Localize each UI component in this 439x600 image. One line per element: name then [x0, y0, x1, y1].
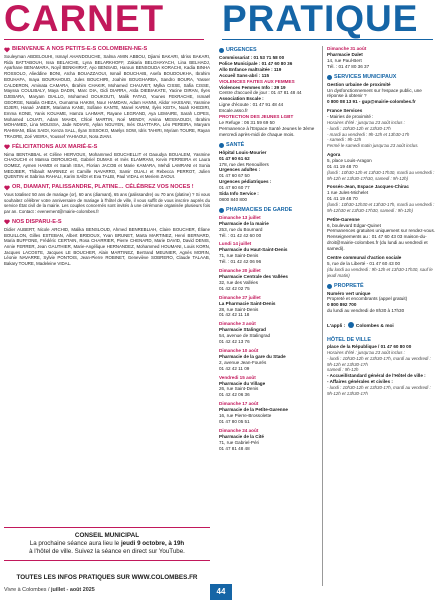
pharmacy-entry	[219, 348, 319, 372]
pharmacy-address: 54, avenue de Stalingrad	[219, 333, 271, 339]
pharmacy-date: Dimanche 3 août	[219, 321, 256, 327]
heart-icon	[4, 47, 10, 53]
proprete-title: PROPRETÉ	[334, 282, 364, 289]
hotel-hours: samedi : 9h-12h	[327, 367, 359, 373]
pharmacy-name: Pharmacie de la gare du Stade	[219, 353, 286, 359]
proprete-sub: Numéro vert unique	[327, 290, 371, 296]
section-heading	[4, 144, 210, 151]
pharmacy-date: Dimanche 31 août	[327, 46, 367, 51]
urgences-line: Violences Femmes Info : 39 19	[219, 84, 286, 90]
hotel-accueil: - Accueil/standard général de l'Hôtel de ville :	[327, 373, 426, 379]
urgences-line: Permanence à l'Espace Santé Jeunes le 3ème mercredi après-midi de chaque mois.	[219, 125, 315, 137]
page-footer	[0, 584, 439, 600]
section-noces	[4, 184, 210, 215]
petite-garenne-title: Petite-Garenne	[327, 216, 360, 222]
fosses-title: Fossés-Jean, Espace Jacques-Chirac	[327, 184, 409, 190]
section-title: NOS DISPARU-E-S	[12, 218, 62, 225]
conseil-info: à l'hôtel de ville. Suivez la séance en direct sur YouTube.	[29, 548, 185, 555]
agora-address: 5, place Louis-Aragon	[327, 157, 372, 163]
gestion-phone: 0 800 08 13 91 - gup@mairie-colombes.fr	[327, 99, 416, 105]
sante-line: 178, rue des Renouillers	[219, 161, 269, 167]
conseil-date: jeudi 9 octobre, à 19h	[120, 540, 185, 547]
pharmacy-name: Pharmacie Dalet	[327, 51, 363, 57]
section-disparus	[4, 219, 210, 267]
app-logo-icon	[348, 322, 354, 328]
bullet-icon	[219, 48, 224, 53]
hotel-address: place de la République / 01 47 60 80 00	[327, 344, 412, 350]
pharmacy-entry	[219, 295, 319, 319]
pharmacy-date: Dimanche 27 juillet	[219, 294, 261, 300]
pharmacies-title: PHARMACIES DE GARDE	[226, 206, 293, 213]
section-heading	[4, 46, 210, 53]
pharmacy-date: Dimanche 13 juillet	[219, 214, 261, 220]
conseil-rule	[4, 560, 210, 561]
section-bienvenue	[4, 46, 210, 140]
france-hours: Fermé le samedi matin jusqu'au 23 août inclus.	[327, 143, 419, 149]
pharmacy-address: 71, rue Saint-Denis	[219, 253, 259, 259]
pharmacy-phone: Tél. : 01 42 42 60 00	[219, 232, 262, 238]
petite-garenne-text: Permanences gratuites uniquement sur rendez-vous. Renseignements au : 01 47 60 43 03 maison-du-droit@mairie-colombes.fr (du lundi au vendredi et samedi).	[327, 228, 435, 252]
pratique-header-rule	[222, 39, 433, 40]
urgences-line: Association Escale :	[219, 96, 264, 102]
proprete-heading	[327, 283, 435, 290]
deaths-list: Didier AUBERT, Nicole ARCHID, Malika BENSLOUD, Ahmed BENREBLIAH, Claire BOUCHER, Éliane BOUILLON, Gilles ESTEBAN, Albert BRIDOUX, Yvan BRUNET, Marta MARTINEZ, Henri BERNARD, Maria BUFFONE, Frédéric CERTAIN, Rosa CHARRIER, Pierre CHENARD, Marie DAVID, David DENIS, Annie FERRER, Jean GAUTHIER, Marie-Angélique HERNANDEZ, Mohammed HOUMANI, Louis KORN, Jacques LACOSTE, Jacques LE BOUCHER, Alain MARTINEZ, Bertrand MEUNIER, Agnès MORIN, Léonie NAVARRE, Sylvie PONTOIS, Jean-Pierre ROBINET, Geneviève SOBRERO, Claude TALAAB, Bakary TOURE, Madeleine VIDAL.	[4, 226, 210, 267]
services-heading	[327, 74, 435, 81]
app-label: L'appli :	[327, 324, 346, 330]
sante-line: Urgences pédiatriques :	[219, 179, 272, 185]
pratique-column-2	[327, 46, 435, 586]
pharmacy-phone: 01 47 80 05 51	[219, 418, 250, 424]
ccas-text: 5, rue de la Liberté - 01 47 60 43 00	[327, 261, 401, 267]
bullet-icon	[327, 284, 332, 289]
urgences-line: Escale.asso.fr	[219, 108, 248, 114]
bullet-icon	[219, 208, 224, 213]
section-heading	[4, 184, 210, 191]
urgences-line: Allo Enfance maltraitée : 119	[219, 66, 282, 72]
pharmacy-phone: 01 42 42 11 18	[219, 312, 250, 318]
pharmacies-heading	[219, 207, 319, 214]
urgences-subheading: VIOLENCES FAITES AUX FEMMES	[219, 78, 295, 84]
urgences-line: Centre d'accueil de jour : 01 47 81 48 44	[219, 90, 302, 96]
footer-issue: juillet - août 2025	[50, 587, 95, 593]
pharmacy-phone: 01 42 42 02 75	[219, 285, 250, 291]
urgences-subheading: PROTECTION DES JEUNES LGBT	[219, 114, 294, 120]
pharmacy-address: 253, rue du Bournard	[219, 226, 263, 232]
conseil-municipal-box	[4, 527, 210, 575]
pharmacy-phone: Tél. : 01 47 80 36 37	[327, 63, 370, 69]
pharmacy-name: Pharmacie de la Petite-Garenne	[219, 407, 288, 413]
heart-icon	[4, 219, 10, 225]
app-name: Colombes & moi	[355, 324, 394, 330]
pharmacy-phone: 01 42 42 11 09	[219, 365, 250, 371]
urgences-line: Police Municipale : 01 47 60 80 36	[219, 60, 293, 66]
urgences-title: URGENCES	[226, 47, 257, 53]
pharmacy-entry	[219, 215, 319, 239]
sante-heading	[219, 142, 319, 149]
pharmacy-entry	[219, 375, 319, 399]
section-heading	[4, 219, 210, 226]
section-title: OR, DIAMANT, PALISSANDRE, PLATINE… CÉLÉBREZ VOS NOCES !	[12, 184, 194, 191]
sante-line: 01 47 60 61 62	[219, 155, 250, 161]
pharmacy-address: 26, rue Saint-Denis	[219, 386, 259, 392]
hotel-hours: - lundi : 10h30-12h et 13h30-17h, mardi au vendredi : 9h-12h et 13h30-17h	[327, 355, 431, 367]
pharmacy-entry	[219, 428, 319, 452]
carnet-column	[4, 46, 210, 526]
app-badge[interactable]	[327, 322, 394, 329]
bullet-icon	[327, 75, 332, 80]
sante-line: 01 47 60 67 50	[219, 173, 250, 179]
pharmacy-entry	[219, 321, 319, 345]
fosses-hours: (lundi : 10h30-12h30 et 13h30-17h, mardi au vendredi : 9h-12h30 et 13h30-17h30, samedi : 9h-12h)	[327, 202, 435, 213]
bullet-icon	[219, 143, 224, 148]
pharmacy-date: Dimanche 10 août	[219, 347, 259, 353]
pharmacy-entry	[327, 46, 435, 70]
pharmacy-phone: 01 42 42 13 76	[219, 339, 250, 345]
ccas-hours: (du lundi au vendredi : 9h-12h et 13h30-17h30, sauf le jeudi matin)	[327, 266, 433, 278]
pharmacy-name: Pharmacie de la Cité	[219, 433, 264, 439]
pharmacy-address: 14, rue Paul-Bert	[327, 57, 362, 63]
pharmacy-entry	[219, 268, 319, 292]
pratique-header	[218, 0, 439, 44]
pharmacy-address: 16, rue Pierre-Brossolette	[219, 413, 272, 419]
carnet-header-rule	[4, 39, 204, 40]
sante-title: SANTÉ	[226, 141, 245, 148]
pharmacy-name: Pharmacie du Haut-Saint-Denis	[219, 247, 288, 253]
france-services-title: France Services	[327, 108, 363, 114]
proprete-hours: du lundi au vendredi de 8h30 à 17h30	[327, 308, 405, 314]
agora-phone: 01 41 19 48 70	[327, 163, 358, 169]
pratique-title: PRATIQUE	[222, 0, 419, 39]
fosses-phone: 01 41 19 48 70	[327, 196, 358, 202]
sante-line: Sida Info Service :	[219, 191, 259, 197]
pharmacy-name: Pharmacie Stalingrad	[219, 327, 266, 333]
pharmacy-date: Vendredi 15 août	[219, 374, 256, 380]
pharmacy-phone: Tél. : 01 42 42 06 96	[219, 259, 262, 265]
conseil-title: CONSEIL MUNICIPAL	[74, 532, 140, 539]
conseil-date-line	[4, 540, 210, 548]
gestion-title: Gestion urbaine de proximité	[327, 81, 391, 87]
pharmacy-date: Dimanche 20 juillet	[219, 268, 261, 274]
conseil-date-prefix: La prochaine séance aura lieu le	[29, 540, 121, 547]
section-title: BIENVENUE À NOS PETITS-E-S COLOMBIEN-NE-S	[12, 46, 148, 52]
pharmacy-address: 32, rue des Vallées	[219, 279, 258, 285]
france-services-sub: - Mairies de proximité :	[327, 114, 374, 120]
noces-text: Vous totalisez 50 ans de mariage (or), 60 ans (diamant), 65 ans (palissandre) ou 70 ans (platine) ? Si vous souhaitez célébrer votre anniversaire de mariage à l'hôtel de ville, il vous suffit de vous inscrire auprès du service État civil de la mairie. Les couples concernés sont invités à une cérémonie organisée plusieurs fois par an. Contact : evenement@mairie-colombes.fr	[4, 192, 210, 215]
sante-line: Urgences adultes :	[219, 167, 261, 173]
urgences-line: Le Refuge : 06 31 59 69 50	[219, 119, 275, 125]
france-hours: - mardi au vendredi : 9h-12h et 13h30-17h	[327, 131, 410, 137]
pharmacy-date: Lundi 14 juillet	[219, 241, 252, 247]
sante-line: 01 47 60 60 77	[219, 185, 250, 191]
heart-icon	[4, 185, 10, 191]
hotel-affaires: - Affaires générales et civiles :	[327, 379, 393, 385]
pharmacy-name: Pharmacie du Village	[219, 380, 266, 386]
urgences-line: Commissariat : 01 53 71 58 00	[219, 55, 285, 60]
pharmacy-name: Pharmacie Centrale des Vallées	[219, 274, 288, 279]
footer-publication	[4, 587, 95, 593]
carnet-header	[0, 0, 210, 44]
hotel-affaires-hours: - lundi : 10h30-12h et 13h30-17h, mardi au vendredi : 9h-12h et 13h30-17h	[327, 385, 431, 396]
gestion-text: Un dysfonctionnement sur l'espace public, une réponse à obtenir ?	[327, 87, 422, 99]
sante-line: 0800 840 800	[219, 196, 248, 202]
urgences-heading	[219, 47, 319, 54]
fosses-address: 1 rue Jules-Michelet	[327, 190, 369, 196]
urgences-line: Accueil Sans-abri : 115	[219, 72, 270, 78]
petite-garenne-address: 6, boulevard Edgar-Quinet	[327, 222, 381, 228]
website-link[interactable]: TOUTES LES INFOS PRATIQUES SUR WWW.COLOMBES.FR	[16, 574, 198, 581]
sante-line: Hôpital Louis-Mourier	[219, 149, 267, 155]
marriages-list: Nima BENTABBAL et Céline HERVOUX, Mohammed BOUCHELLIT et Daoudya BOUALEM, Yasmine CHAOUCHI et Maïssa DEROUICHE, Gabriel DUMAS et Inès ELAMRANI, Kevin FERREIRA et Laura GOMEZ, Aymen HAMDI et Sarah ISSA, Florian JACOB et Marie KAMARA, Mehdi LAMRANI et Sonia MEDJBER, Thibault MARINEZ et Camille NAVARRO, Samir OUALI et Rebecca PERROT, Julien QUENTIN et Sabrina RAHALI, Karim SAÏDI et Eva TALBI, Paul VIDAL et Meriem ZAOUI.	[4, 151, 210, 180]
pharmacy-address: 28, rue Saint-Denis	[219, 306, 259, 312]
proprete-phone: 0 800 892 700	[327, 302, 357, 308]
pharmacy-name: Pharmacie de la mairie	[219, 220, 269, 226]
births-list: Souleyman ABDELOUHI, Ismayl AHANDOUCHE, Salma AMIN ABBOU, Djiami BAKARI, Idriss BAKARI, Rida BATTABOUH, Issa BELAICHE, Lyna BELARKHOFF, Zakaria BELGHAYACH, Lina BELHADJ, Ayarhane BENAMARA, Noyil BENKHIRAT, Ayo BENSAID, Haroun BENSOUDA KORACHI, Kadia BINHA ROSSOLO, Alieddine BONI, Aïcha BOUAZZAOUI, Ismail BOUCHAIB, Asefa BOUDOUKHA, Ibrahim BOUHAFA, Inaya BOURAHOUD, Jules BOUCHIRI, Joahim BOUGHARBA, Sandro BOURA, Yasser CALDERON, Aminata CAMARA, Ibrahim CHAKIR, Mohamed CHAUVET, Mylka CISSE, Safia CISSE, Mayssa COULIBALY, Maya DADIN, Marc DIA, Gidi DIARRA, Aïda DIEBIAKATE, Yacine DIRAN, Ilyes DJEBARA, Maryam DIALLO, Mohamed DOUKOUTI, Malik FATAO, Younes FEKRACHE, Ismaël GEORGE, Natalia GHEZA, Oumaïma HAKIM, Nour HAMDAN, Adam HANNI, Alidor HASSANI, Yasmine IDJERI, Hanaé JABER, Mariama KANE, Sofiane KANTE, Manel KARIM, Ilyès KEITA, Noah KHEDIRI, Emma KONE, Yanis KOUAME, Hamza LAHMAR, Rayane LEGRAND, Aya LEMAIRE, Sarah LOPES, Mohamed LOUATI, Adam MAHDI, Chloé MARTIN, Noé MENDY, Amina MESSAOUDI, Ibrahim MOHAMED, Lina MOUSSA, Jade NDIAYE, Aylan NGUYEN, Inès OUATTARA, Léo PEREIRA, Maryam RAHMANI, Elias SAIDI, Kenza SALL, Ilyan SISSOKO, Maëlys SOW, Idris TAHIRI, Myriam TOURE, Rayan TRAORE, Zoé VIEIRA, Youssef YAHIAOUI, Nora ZIANI.	[4, 54, 210, 139]
agora-hours: (lundi : 10h30-12h et 13h30-17h30, mardi au vendredi : 9h-12h et 13h30-17h30, samedi : 9h-12h)	[327, 169, 435, 181]
france-hours: - lundi : 10h30-12h et 13h30-17h	[327, 125, 391, 131]
pharmacy-entry	[219, 401, 319, 425]
page-number: 44	[210, 584, 232, 600]
heart-icon	[4, 144, 10, 150]
pharmacy-date: Dimanche 24 août	[219, 427, 259, 433]
footer-publication-name: Vivre à Colombes /	[4, 587, 51, 593]
france-hours: Horaires d'été : jusqu'au 23 août inclus :	[327, 120, 405, 126]
pharmacy-address: 2, avenue Jean-Fourés	[219, 359, 267, 365]
urgences-line: Ligne d'écoute : 01 47 91 48 44	[219, 102, 284, 108]
section-title: FÉLICITATIONS AUX MARIÉ-E-S	[12, 143, 98, 150]
pharmacy-address: 71, rue Gabriel-Péri	[219, 439, 260, 445]
pratique-column-1	[219, 46, 323, 586]
ccas-title: Centre communal d'action sociale	[327, 255, 402, 261]
pharmacy-name: La Pharmacie Saint-Denis	[219, 300, 276, 306]
hotel-de-ville-title: HÔTEL DE VILLE	[327, 337, 371, 344]
proprete-text: Propreté et encombrants (appel gratuit)	[327, 296, 408, 302]
services-title: SERVICES MUNICIPAUX	[334, 73, 397, 80]
pharmacy-phone: 01 42 42 06 36	[219, 392, 250, 398]
hotel-hours: Horaires d'été : jusqu'au 23 août inclus :	[327, 350, 405, 356]
pharmacy-date: Dimanche 17 août	[219, 401, 259, 407]
pharmacy-phone: 01 47 81 48 48	[219, 445, 250, 451]
pharmacy-entry	[219, 241, 319, 265]
carnet-title: CARNET	[4, 0, 165, 39]
france-hours: - samedi : 9h-12h	[327, 137, 362, 143]
agora-title: Agora	[327, 152, 341, 158]
section-felicitations	[4, 144, 210, 181]
